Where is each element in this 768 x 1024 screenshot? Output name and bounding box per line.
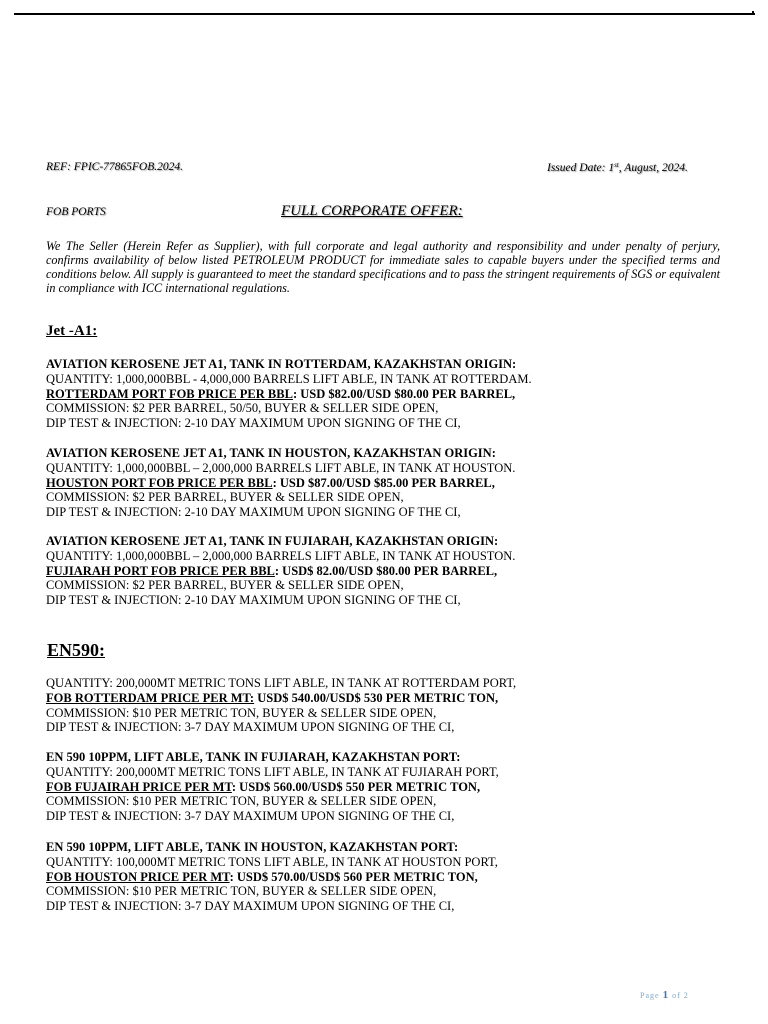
offer-item-quantity: QUANTITY: 1,000,000BBL – 2,000,000 BARRELS LIFT ABLE, IN TANK AT HOUSTON.	[46, 460, 516, 475]
offer-item-dip-test: DIP TEST & INJECTION: 3-7 DAY MAXIMUM UPON SIGNING OF THE CI,	[46, 809, 455, 824]
page-suffix: of 2	[669, 991, 689, 1000]
document-title: FULL CORPORATE OFFER:	[281, 203, 463, 219]
offer-item-title: AVIATION KEROSENE JET A1, TANK IN FUJIARAH, KAZAKHSTAN ORIGIN:	[46, 534, 499, 548]
offer-item-quantity: QUANTITY: 1,000,000BBL – 2,000,000 BARRELS LIFT ABLE, IN TANK AT HOUSTON.	[46, 548, 516, 563]
offer-item	[46, 534, 746, 608]
page-prefix: Page	[640, 991, 663, 1000]
offer-item-quantity: QUANTITY: 200,000MT METRIC TONS LIFT ABLE, IN TANK AT ROTTERDAM PORT,	[46, 676, 517, 690]
price-label: FOB FUJAIRAH PRICE PER MT	[46, 779, 232, 794]
price-label: FOB ROTTERDAM PRICE PER MT:	[46, 690, 255, 705]
offer-item-dip-test: DIP TEST & INJECTION: 2-10 DAY MAXIMUM UPON SIGNING OF THE CI,	[46, 416, 461, 431]
offer-item	[46, 750, 746, 824]
offer-item-price	[46, 691, 746, 706]
offer-item-commission: COMMISSION: $10 PER METRIC TON, BUYER & SELLER SIDE OPEN,	[46, 884, 437, 899]
offer-item-dip-test: DIP TEST & INJECTION: 3-7 DAY MAXIMUM UPON SIGNING OF THE CI,	[46, 899, 455, 914]
offer-item-title: AVIATION KEROSENE JET A1, TANK IN HOUSTON, KAZAKHSTAN ORIGIN:	[46, 446, 496, 460]
intro-paragraph: We The Seller (Herein Refer as Supplier), with full corporate and legal authority and responsibility and under penalty of perjury, confirms availability of below listed PETROLEUM PRODUCT for immediate sales to capable buyers under the specified terms and conditions below. All supply is guaranteed to meet the standard specifications and to pass the stringent requirements of SGS or equivalent in compliance with ICC international regulations.	[46, 239, 720, 295]
issued-date-suffix: , August, 2024.	[618, 162, 688, 174]
price-label: ROTTERDAM PORT FOB PRICE PER BBL	[46, 386, 293, 401]
page-number	[640, 989, 689, 1001]
offer-item-price	[46, 870, 746, 885]
price-value: : USD$ 82.00/USD $80.00 PER BARREL,	[274, 563, 498, 578]
price-label: FOB HOUSTON PRICE PER MT	[46, 869, 230, 884]
reference-number: REF: FPIC-77865FOB.2024.	[46, 161, 184, 173]
header-rule	[14, 13, 755, 15]
section-heading-jet-a1: Jet -A1:	[46, 323, 98, 339]
offer-item-commission: COMMISSION: $10 PER METRIC TON, BUYER & SELLER SIDE OPEN,	[46, 794, 437, 809]
price-value: USD$ 540.00/USD$ 530 PER METRIC TON,	[254, 690, 499, 705]
price-label: FUJIARAH PORT FOB PRICE PER BBL	[46, 563, 275, 578]
offer-item	[46, 357, 746, 431]
fob-ports-label: FOB PORTS	[46, 206, 106, 218]
offer-item-dip-test: DIP TEST & INJECTION: 3-7 DAY MAXIMUM UPON SIGNING OF THE CI,	[46, 720, 455, 735]
issued-date	[547, 161, 688, 174]
offer-item-commission: COMMISSION: $2 PER BARREL, BUYER & SELLER SIDE OPEN,	[46, 490, 404, 505]
price-value: : USD $82.00/USD $80.00 PER BARREL,	[292, 386, 516, 401]
offer-item-dip-test: DIP TEST & INJECTION: 2-10 DAY MAXIMUM UPON SIGNING OF THE CI,	[46, 505, 461, 520]
offer-item-price	[46, 387, 746, 402]
price-value: : USD$ 570.00/USD$ 560 PER METRIC TON,	[229, 869, 478, 884]
offer-item-quantity: QUANTITY: 1,000,000BBL - 4,000,000 BARRELS LIFT ABLE, IN TANK AT ROTTERDAM.	[46, 371, 532, 386]
offer-item-price	[46, 564, 746, 579]
offer-item-title: EN 590 10PPM, LIFT ABLE, TANK IN HOUSTON, KAZAKHSTAN PORT:	[46, 840, 459, 854]
offer-item-title: AVIATION KEROSENE JET A1, TANK IN ROTTERDAM, KAZAKHSTAN ORIGIN:	[46, 357, 517, 371]
section-heading-en590: EN590:	[47, 640, 105, 660]
offer-item	[46, 676, 746, 735]
price-value: : USD$ 560.00/USD$ 550 PER METRIC TON,	[231, 779, 481, 794]
header-rule-tick	[752, 11, 754, 15]
issued-date-prefix: Issued Date: 1	[547, 162, 615, 174]
offer-item	[46, 840, 746, 914]
offer-item-commission: COMMISSION: $2 PER BARREL, 50/50, BUYER & SELLER SIDE OPEN,	[46, 401, 439, 416]
offer-item-quantity: QUANTITY: 100,000MT METRIC TONS LIFT ABLE, IN TANK AT HOUSTON PORT,	[46, 854, 498, 869]
issued-date-sup: st	[614, 161, 619, 169]
offer-item-title: EN 590 10PPM, LIFT ABLE, TANK IN FUJIARAH, KAZAKHSTAN PORT:	[46, 750, 461, 764]
price-value: : USD $87.00/USD $85.00 PER BARREL,	[272, 475, 495, 490]
offer-item-price	[46, 780, 746, 795]
offer-item-quantity: QUANTITY: 200,000MT METRIC TONS LIFT ABLE, IN TANK AT FUJIARAH PORT,	[46, 764, 499, 779]
offer-item-commission: COMMISSION: $10 PER METRIC TON, BUYER & SELLER SIDE OPEN,	[46, 705, 437, 720]
offer-item-price	[46, 476, 746, 491]
offer-item-commission: COMMISSION: $2 PER BARREL, BUYER & SELLER SIDE OPEN,	[46, 578, 404, 593]
price-label: HOUSTON PORT FOB PRICE PER BBL	[46, 475, 273, 490]
page-current: 1	[662, 989, 670, 1001]
offer-item-dip-test: DIP TEST & INJECTION: 2-10 DAY MAXIMUM UPON SIGNING OF THE CI,	[46, 593, 461, 608]
offer-item	[46, 446, 746, 520]
